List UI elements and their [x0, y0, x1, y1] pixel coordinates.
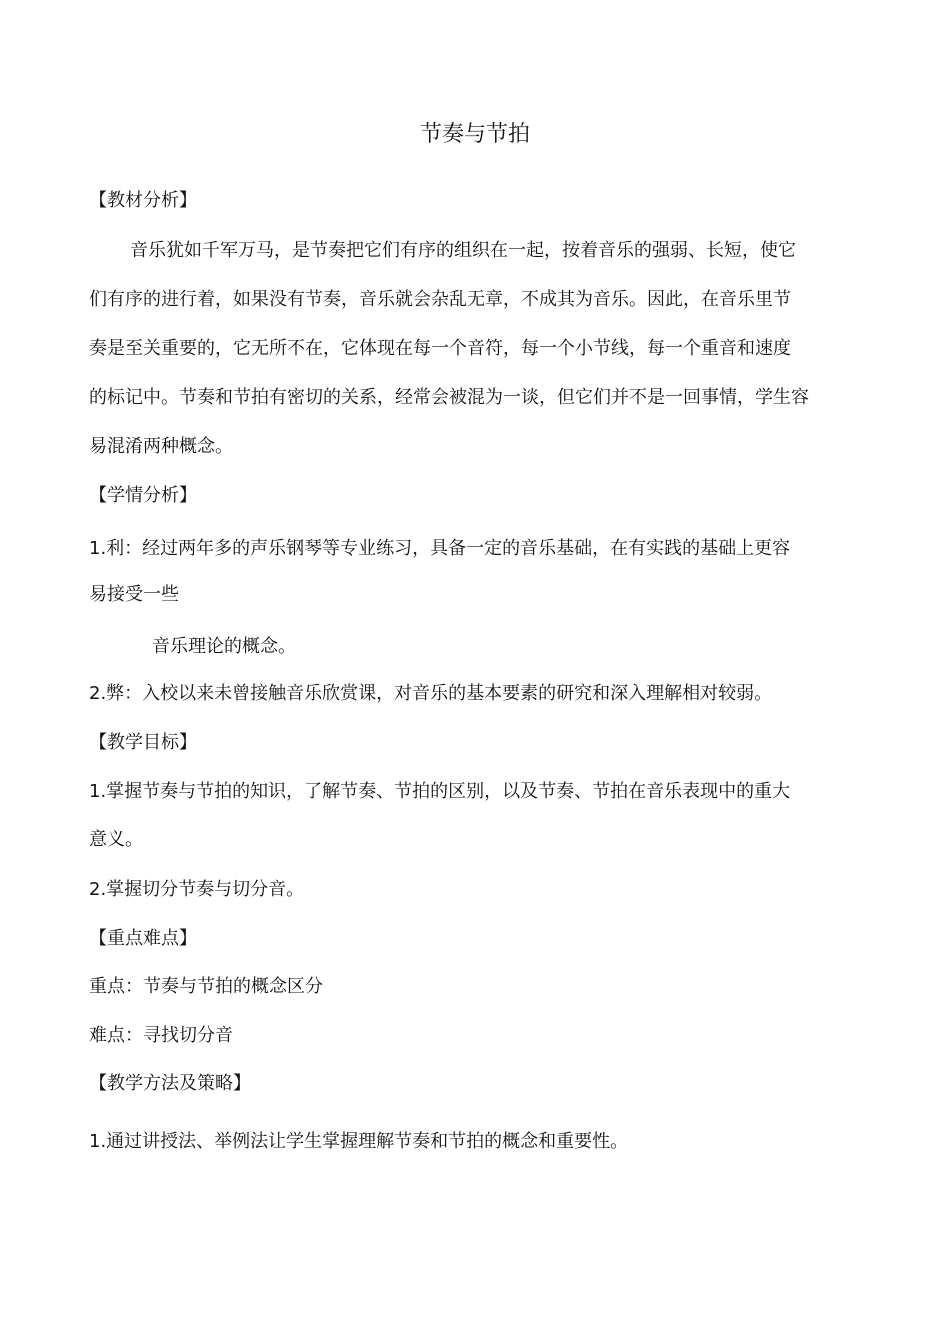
paragraph-line: 奏是至关重要的，它无所不在，它体现在每一个音符，每一个小节线，每一个重音和速度 [89, 338, 791, 359]
paragraph-line: 难点：寻找切分音 [89, 1025, 233, 1046]
paragraph-line: 音乐理论的概念。 [152, 636, 296, 657]
paragraph-line: 音乐犹如千军万马，是节奏把它们有序的组织在一起，按着音乐的强弱、长短，使它 [130, 240, 796, 261]
paragraph-line: 重点：节奏与节拍的概念区分 [89, 976, 323, 997]
paragraph-line: 2.掌握切分节奏与切分音。 [89, 879, 305, 900]
section-heading-goals: 【教学目标】 [89, 732, 197, 753]
paragraph-line: 1.利：经过两年多的声乐钢琴等专业练习，具备一定的音乐基础，在有实践的基础上更容 [89, 538, 791, 559]
paragraph-line: 的标记中。节奏和节拍有密切的关系，经常会被混为一谈，但它们并不是一回事情，学生容 [89, 387, 809, 408]
paragraph-line: 意义。 [89, 829, 143, 850]
paragraph-line: 易混淆两种概念。 [89, 436, 233, 457]
section-heading-key-points: 【重点难点】 [89, 928, 197, 949]
paragraph-line: 2.弊：入校以来未曾接触音乐欣赏课，对音乐的基本要素的研究和深入理解相对较弱。 [89, 683, 773, 704]
document-title: 节奏与节拍 [419, 122, 530, 147]
section-heading-students: 【学情分析】 [89, 485, 197, 506]
paragraph-line: 1.掌握节奏与节拍的知识，了解节奏、节拍的区别，以及节奏、节拍在音乐表现中的重大 [89, 781, 791, 802]
paragraph-line: 们有序的进行着，如果没有节奏，音乐就会杂乱无章，不成其为音乐。因此，在音乐里节 [89, 289, 791, 310]
section-heading-materials: 【教材分析】 [89, 190, 197, 211]
paragraph-line: 易接受一些 [89, 584, 179, 605]
section-heading-methods: 【教学方法及策略】 [89, 1073, 251, 1094]
paragraph-line: 1.通过讲授法、举例法让学生掌握理解节奏和节拍的概念和重要性。 [89, 1131, 629, 1152]
